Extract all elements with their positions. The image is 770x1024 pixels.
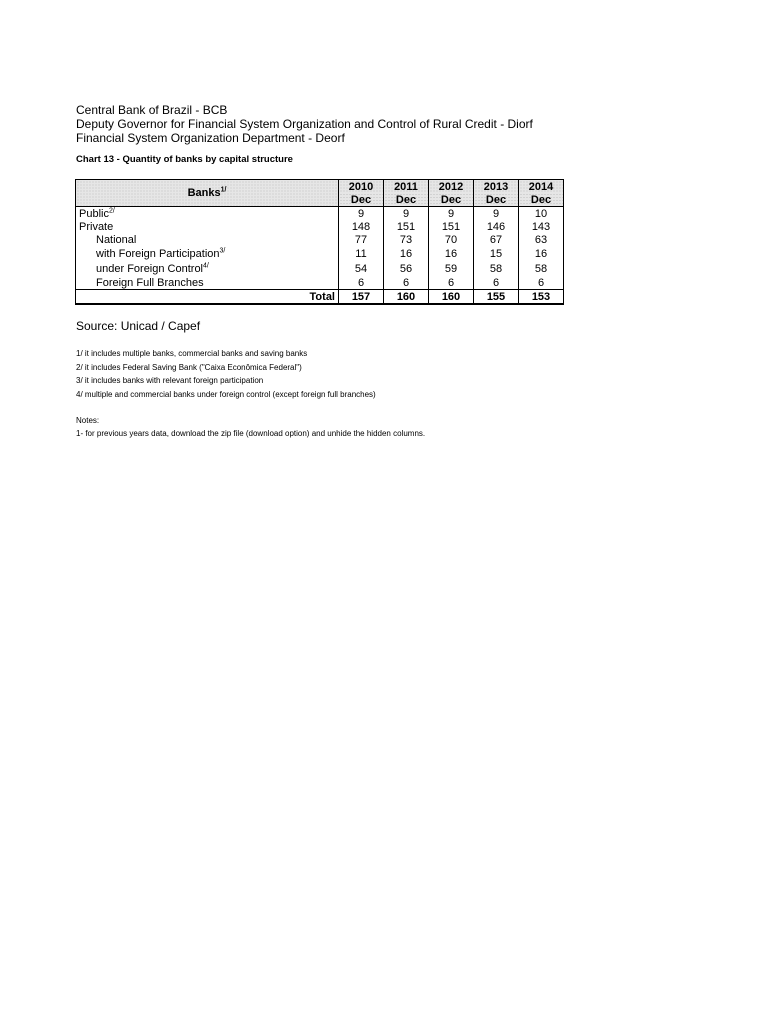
table-cell: 146 [474,220,519,233]
table-cell: 73 [384,233,429,246]
year-header: 2014 [519,180,564,194]
footnote: 4/ multiple and commercial banks under foreign control (except foreign full branches) [76,390,376,400]
table-cell: 148 [339,220,384,233]
notes-title: Notes: [76,416,100,425]
table-cell: 9 [384,207,429,221]
institution-name: Central Bank of Brazil - BCB [76,103,228,117]
row-label: Foreign Full Branches [76,276,339,290]
footnote: 1/ it includes multiple banks, commercial banks and saving banks [76,349,308,358]
table-row-foreign-branches [76,276,564,290]
row-label: with Foreign Participation$^{3/}$ [76,246,339,261]
row-label: under Foreign Control$^{4/}$ [76,261,339,276]
table-cell: 9 [474,207,519,221]
table-cell: 6 [429,276,474,290]
table-cell: 6 [339,276,384,290]
notes [76,415,425,440]
row-label: Private [76,220,339,233]
department-line: Financial System Organization Department - Deorf [76,131,345,145]
table-cell: 143 [519,220,564,233]
total-cell: 155 [474,290,519,305]
deputy-governor-line: Deputy Governor for Financial System Organization and Control of Rural Credit - Diorf [76,117,533,131]
banks-table [75,179,564,305]
table-row-total [76,290,564,305]
total-cell: 157 [339,290,384,305]
row-label: National [76,233,339,246]
table-cell: 9 [429,207,474,221]
table-header-row-years [76,180,564,194]
document-header [76,103,533,145]
year-header: 2011 [384,180,429,194]
year-header: 2013 [474,180,519,194]
table-cell: 58 [519,261,564,276]
table-cell: 67 [474,233,519,246]
month-header: Dec [474,193,519,207]
year-header: 2012 [429,180,474,194]
table-row-public [76,207,564,221]
table-cell: 11 [339,246,384,261]
footnote: 2/ it includes Federal Saving Bank ("Caixa Econômica Federal") [76,362,302,372]
table-row-national [76,233,564,246]
table-cell: 56 [384,261,429,276]
total-cell: 153 [519,290,564,305]
banks-column-header: Banks$^{1/}$ [76,180,339,207]
table-row-foreign-participation [76,246,564,261]
table-cell: 10 [519,207,564,221]
table-cell: 70 [429,233,474,246]
table-cell: 16 [429,246,474,261]
table-cell: 9 [339,207,384,221]
table-row-private [76,220,564,233]
total-cell: 160 [384,290,429,305]
table-cell: 6 [519,276,564,290]
table-cell: 151 [384,220,429,233]
table-cell: 6 [474,276,519,290]
table-cell: 63 [519,233,564,246]
total-cell: 160 [429,290,474,305]
table-cell: 15 [474,246,519,261]
table-cell: 59 [429,261,474,276]
table-cell: 6 [384,276,429,290]
chart-title: Chart 13 - Quantity of banks by capital structure [76,154,293,165]
table-cell: 16 [519,246,564,261]
total-label: Total [76,290,339,305]
table-cell: 16 [384,246,429,261]
table-cell: 151 [429,220,474,233]
month-header: Dec [519,193,564,207]
table-cell: 77 [339,233,384,246]
month-header: Dec [384,193,429,207]
footnote: 3/ it includes banks with relevant foreign participation [76,376,264,386]
table-cell: 54 [339,261,384,276]
row-label: Public$^{2/}$ [76,207,339,221]
year-header: 2010 [339,180,384,194]
table-row-foreign-control [76,261,564,276]
month-header: Dec [429,193,474,207]
source-line: Source: Unicad / Capef [76,319,201,333]
footnotes [76,347,376,402]
month-header: Dec [339,193,384,207]
table-cell: 58 [474,261,519,276]
note-item: 1- for previous years data, download the zip file (download option) and unhide the hidden columns. [76,428,426,438]
